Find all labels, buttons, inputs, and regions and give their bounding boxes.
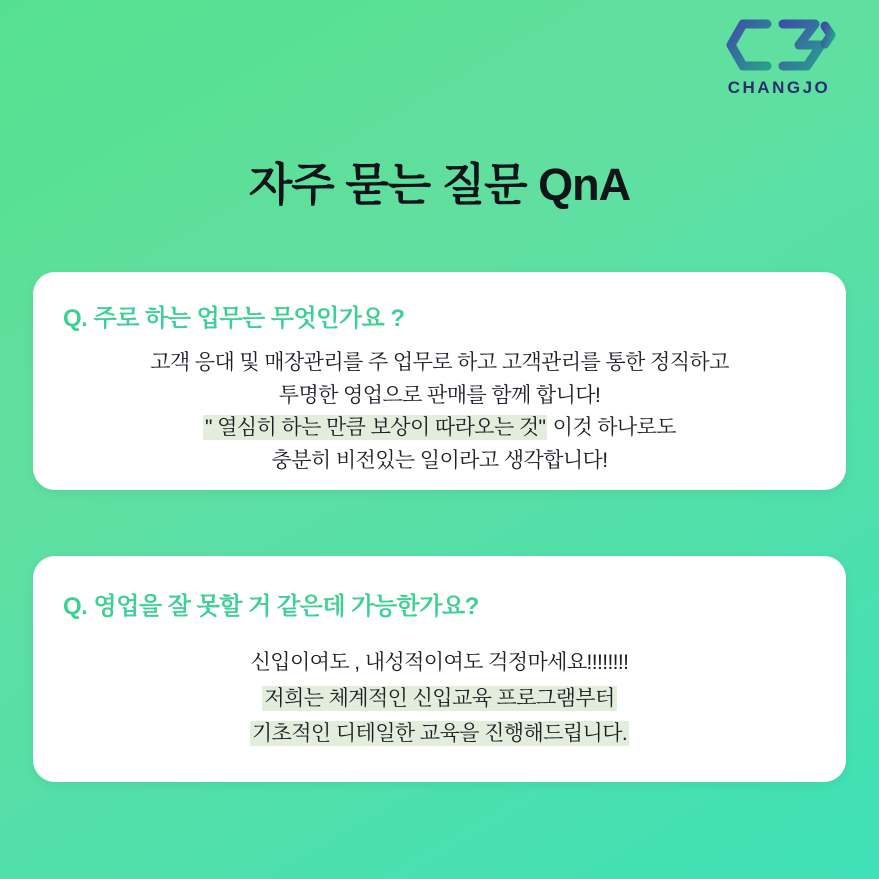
answer-highlight: 저희는 체계적인 신입교육 프로그램부터 [264,686,615,710]
answer-line [73,412,806,445]
brand-name: CHANGJO [727,78,831,97]
answer-line [73,716,806,752]
answer-highlight: " 열심히 하는 만큼 보상이 따라오는 것" [205,416,546,440]
faq-card-1 [33,272,846,490]
answer-line [73,681,806,717]
faq-answer-2 [33,621,846,752]
faq-question-1: Q. 주로 하는 업무는 무엇인가요 ? [63,305,405,332]
answer-text: 이것 하나로도 [547,416,676,440]
answer-line: 신입이여도 , 내성적이여도 걱정마세요!!!!!!!! [250,651,629,674]
page-title: 자주 묻는 질문 QnA [248,159,631,211]
answer-highlight: 기초적인 디테일한 교육을 진행해드립니다. [251,722,628,746]
answer-line: 투명한 영업으로 판매를 함께 합니다! [278,383,601,407]
answer-line: 충분히 비전있는 일이라고 생각합니다! [271,448,608,472]
faq-question-2: Q. 영업을 잘 못할 거 같은데 가능한가요? [63,593,479,620]
answer-line: 고객 응대 및 매장관리를 주 업무로 하고 고객관리를 통한 정직하고 [150,351,729,374]
faq-answer-1 [33,333,846,477]
changjo-logo-icon [721,14,837,76]
brand-logo [709,14,849,98]
faq-card-2 [33,556,846,782]
